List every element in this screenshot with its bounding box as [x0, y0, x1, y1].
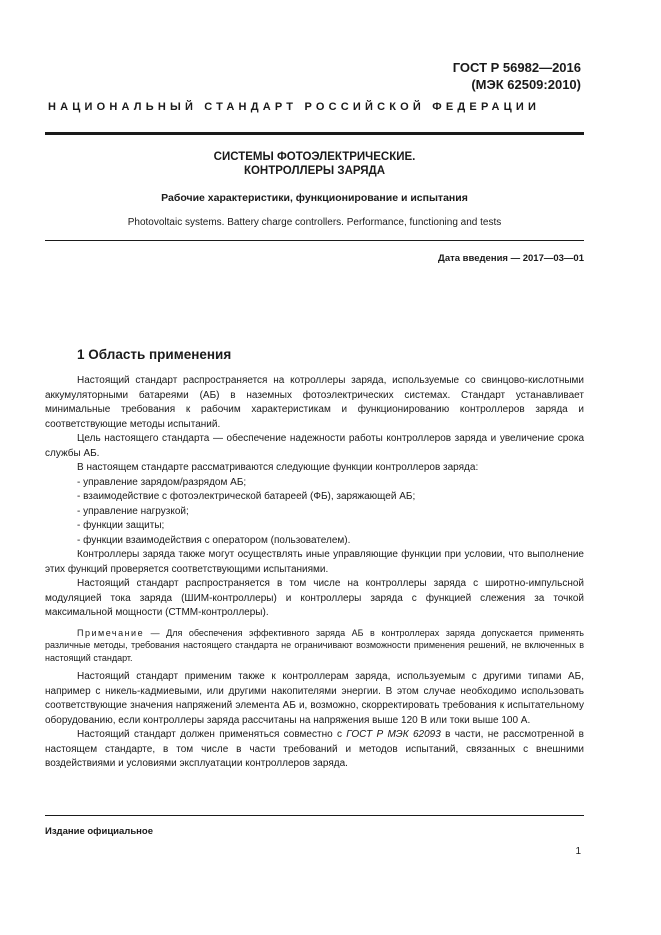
document-title-line2: КОНТРОЛЛЕРЫ ЗАРЯДА	[243, 165, 386, 177]
iec-code: (МЭК 62509:2010)	[471, 77, 581, 92]
footer-divider	[45, 815, 584, 816]
edition-label: Издание официальное	[45, 826, 153, 837]
list-item: - управление нагрузкой;	[77, 505, 189, 517]
paragraph: Настоящий стандарт распространяется в том числе на контроллеры заряда с широтно-импульсной модуляцией тока заряда (ШИМ-контроллеры) и контроллеры заряда с функцией слежения за точкой максимальной мощности (СТММ-контроллеры).	[45, 578, 584, 618]
list-item: - функции защиты;	[77, 520, 165, 531]
title-divider	[45, 240, 584, 241]
paragraph: Цель настоящего стандарта — обеспечение надежности работы контроллеров заряда и увеличение срока службы АБ.	[45, 433, 584, 459]
standard-code: ГОСТ Р 56982—2016	[452, 60, 581, 75]
list-item: - функции взаимодействия с оператором (пользователем).	[77, 534, 351, 546]
paragraph: Настоящий стандарт применим также к контроллерам заряда, используемым с другими типами АБ, например с никель-кадмиевыми, или другими накопителями энергии. В этом случае необходимо использовать соответствующие значения напряжений элемента АБ и, возможно, скорректировать требования к испытательному оборудованию, если контроллеры заряда рассчитаны на напряжения выше 120 В или токи выше 100 А.	[45, 671, 584, 726]
page-number: 1	[575, 846, 581, 857]
paragraph-text: в части, не рассмотренной в настоящем стандарте, в том числе в части требований и методов испытаний, связанных с внешними воздействиями и условиями эксплуатации контроллеров заряда.	[45, 729, 584, 769]
note-label: Примечание	[77, 627, 145, 638]
header-divider	[45, 132, 584, 135]
paragraph-text: Настоящий стандарт должен применяться совместно с	[77, 729, 347, 740]
introduction-date: Дата введения — 2017—03—01	[438, 253, 584, 264]
paragraph	[45, 728, 584, 772]
national-standard-line: НАЦИОНАЛЬНЫЙ СТАНДАРТ РОССИЙСКОЙ ФЕДЕРАЦИИ	[48, 101, 541, 113]
paragraph: Контроллеры заряда также могут осуществлять иные управляющие функции при условии, что выполнение этих функций проверяется соответствующими испытаниями.	[45, 549, 584, 575]
list-item: - управление зарядом/разрядом АБ;	[77, 476, 247, 488]
document-subtitle: Рабочие характеристики, функционирование и испытания	[161, 192, 468, 204]
english-title: Photovoltaic systems. Battery charge controllers. Performance, functioning and tests	[127, 217, 502, 228]
paragraph: В настоящем стандарте рассматриваются следующие функции контроллеров заряда:	[77, 462, 479, 473]
standard-reference: ГОСТ Р МЭК 62093	[346, 729, 441, 740]
document-title-line1: СИСТЕМЫ ФОТОЭЛЕКТРИЧЕСКИЕ.	[213, 151, 416, 163]
note-text: — Для обеспечения эффективного заряда АБ в контроллерах заряда допускается применять различные методы, требования настоящего стандарта не ограничивают возможности применения решений, не включенных в настоящий стандарт.	[45, 627, 584, 663]
section-heading: 1 Область применения	[77, 347, 232, 362]
list-item: - взаимодействие с фотоэлектрической батареей (ФБ), заряжающей АБ;	[77, 491, 416, 502]
section-body	[45, 374, 584, 772]
note	[45, 627, 584, 665]
paragraph: Настоящий стандарт распространяется на котроллеры заряда, используемые со свинцово-кислотными аккумуляторными батареями (АБ) в наземных фотоэлектрических системах. Стандарт устанавливает минимальные требования к рабочим характеристикам и функционированию контроллеров заряда и соответствующие методы испытаний.	[45, 375, 584, 430]
